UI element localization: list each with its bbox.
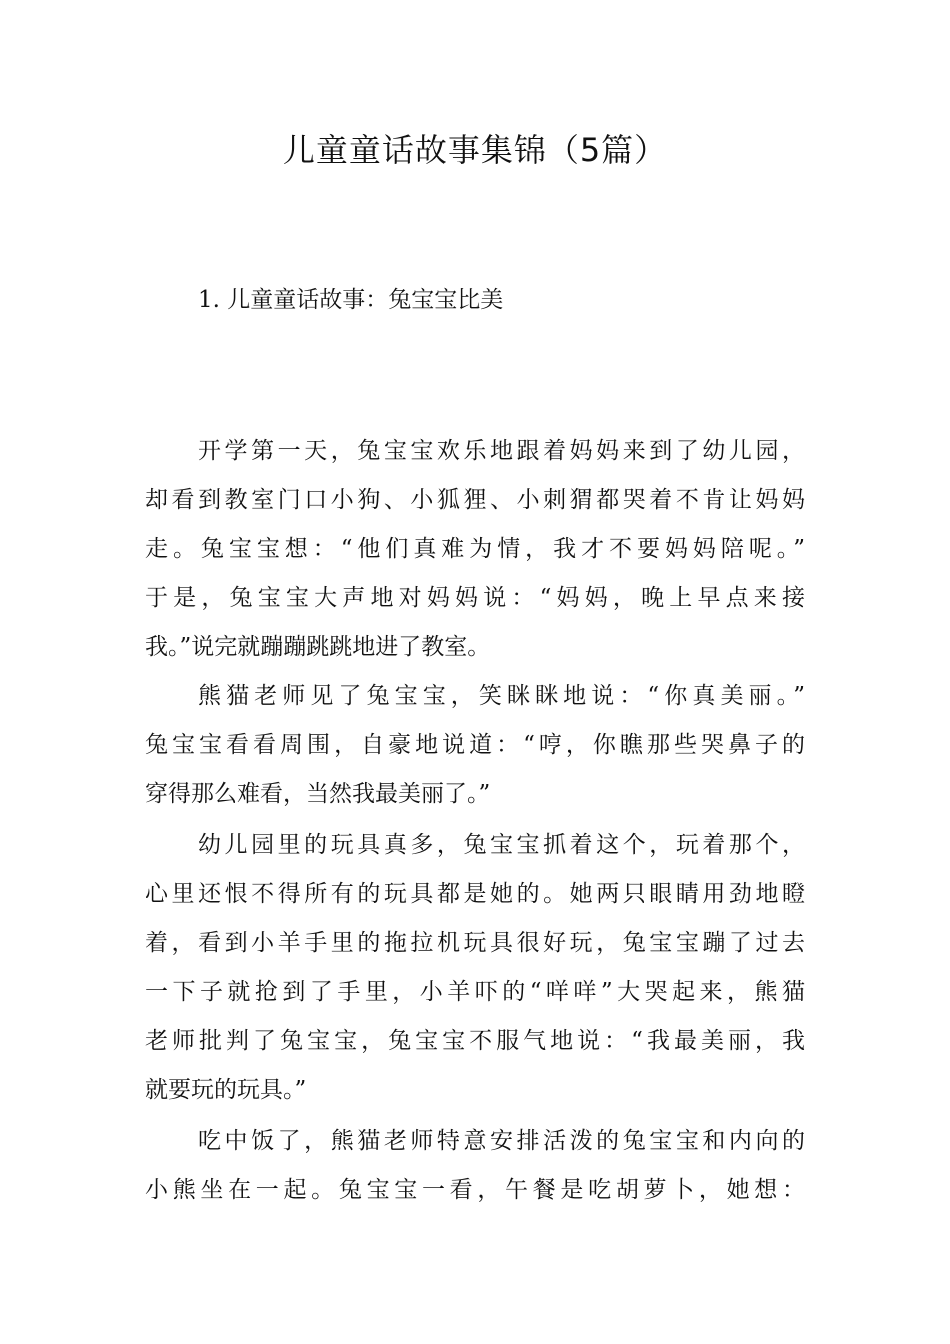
- paragraph-line: 于是，兔宝宝大声地对妈妈说：“妈妈，晚上早点来接: [145, 585, 805, 611]
- section-heading: 1. 儿童童话故事：兔宝宝比美: [198, 287, 504, 313]
- paragraph-line: 走。兔宝宝想：“他们真难为情，我才不要妈妈陪呢。”: [145, 536, 805, 562]
- paragraph-line: 老师批判了兔宝宝，兔宝宝不服气地说：“我最美丽，我: [145, 1028, 805, 1054]
- paragraph-line: 幼儿园里的玩具真多，兔宝宝抓着这个，玩着那个，: [198, 832, 805, 858]
- paragraph-line: 我。”说完就蹦蹦跳跳地进了教室。: [145, 634, 491, 660]
- paragraph-line: 着，看到小羊手里的拖拉机玩具很好玩，兔宝宝蹦了过去: [145, 930, 805, 956]
- paragraph-line: 就要玩的玩具。”: [145, 1077, 307, 1103]
- paragraph-line: 开学第一天，兔宝宝欢乐地跟着妈妈来到了幼儿园，: [198, 438, 805, 464]
- paragraph-line: 一下子就抢到了手里，小羊吓的“咩咩”大哭起来，熊猫: [145, 979, 805, 1005]
- paragraph-line: 却看到教室门口小狗、小狐狸、小刺猬都哭着不肯让妈妈: [145, 487, 805, 513]
- paragraph-line: 熊猫老师见了兔宝宝，笑眯眯地说：“你真美丽。”: [198, 683, 805, 709]
- paragraph-line: 吃中饭了，熊猫老师特意安排活泼的兔宝宝和内向的: [198, 1128, 805, 1154]
- document-title: 儿童童话故事集锦（5篇）: [282, 131, 668, 169]
- paragraph-line: 兔宝宝看看周围，自豪地说道：“哼，你瞧那些哭鼻子的: [145, 732, 805, 758]
- paragraph-line: 穿得那么难看，当然我最美丽了。”: [145, 781, 491, 807]
- paragraph-line: 小熊坐在一起。兔宝宝一看，午餐是吃胡萝卜，她想：: [145, 1177, 805, 1203]
- paragraph-line: 心里还恨不得所有的玩具都是她的。她两只眼睛用劲地瞪: [145, 881, 805, 907]
